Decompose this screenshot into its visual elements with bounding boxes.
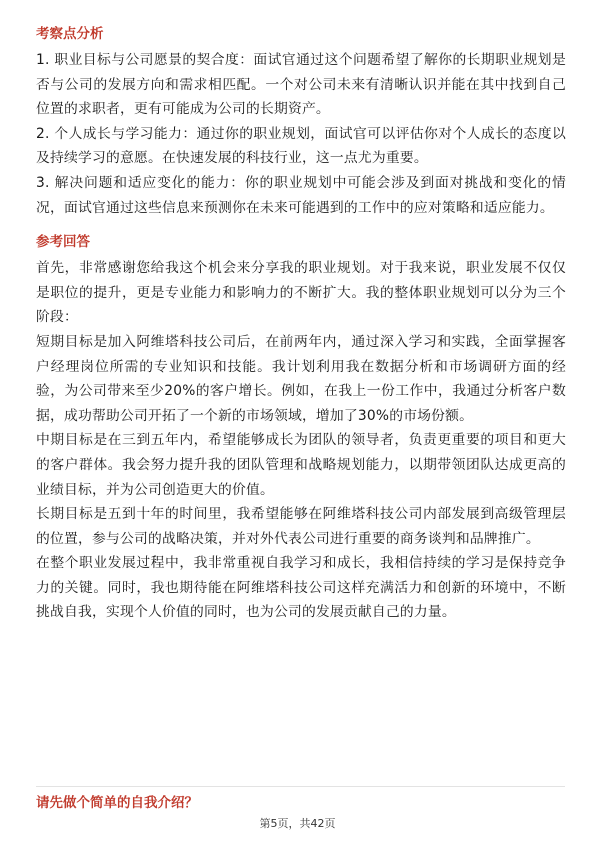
- answer-paragraph: 中期目标是在三到五年内，希望能够成长为团队的领导者，负责更重要的项目和更大的客户群体。我会努力提升我的团队管理和战略规划能力，以期带领团队达成更高的业绩目标，并为公司创造更大的价值。: [36, 432, 566, 498]
- answer-body: [36, 256, 566, 625]
- answer-heading: 参考回答: [36, 234, 90, 251]
- next-question-heading: 请先做个简单的自我介绍？: [36, 795, 198, 811]
- page-content: [36, 24, 566, 625]
- analysis-heading: 考察点分析: [36, 26, 104, 42]
- answer-paragraph: 短期目标是加入阿维塔科技公司后，在前两年内，通过深入学习和实践，全面掌握客户经理岗位所需的专业知识和技能。我计划利用我在数据分析和市场调研方面的经验，为公司带来至少20%的客户增长。例如，在我上一份工作中，我通过分析客户数据，成功帮助公司开拓了一个新的市场领域，增加了30%的市场份额。: [36, 333, 566, 424]
- answer-paragraph: 在整个职业发展过程中，我非常重视自我学习和成长，我相信持续的学习是保持竞争力的关键。同时，我也期待能在阿维塔科技公司这样充满活力和创新的环境中，不断挑战自我，实现个人价值的同时，也为公司的发展贡献自己的力量。: [36, 555, 566, 621]
- analysis-item: 3. 解决问题和适应变化的能力：你的职业规划中可能会涉及到面对挑战和变化的情况，面试官通过这些信息来预测你在未来可能遇到的工作中的应对策略和适应能力。: [36, 174, 566, 216]
- analysis-item: 2. 个人成长与学习能力：通过你的职业规划，面试官可以评估你对个人成长的态度以及持续学习的意愿。在快速发展的科技行业，这一点尤为重要。: [36, 125, 566, 167]
- analysis-list: [36, 48, 566, 220]
- section-divider: [36, 786, 565, 787]
- answer-paragraph: 长期目标是五到十年的时间里，我希望能够在阿维塔科技公司内部发展到高级管理层的位置，参与公司的战略决策，并对外代表公司进行重要的商务谈判和品牌推广。: [36, 506, 566, 547]
- analysis-item: 1. 职业目标与公司愿景的契合度：面试官通过这个问题希望了解你的长期职业规划是否与公司的发展方向和需求相匹配。一个对公司未来有清晰认识并能在其中找到自己位置的求职者，更有可能成为公司的长期资产。: [36, 52, 566, 118]
- answer-paragraph: 首先，非常感谢您给我这个机会来分享我的职业规划。对于我来说，职业发展不仅仅是职位的提升，更是专业能力和影响力的不断扩大。我的整体职业规划可以分为三个阶段：: [36, 260, 566, 326]
- page-number: 第5页，共42页: [259, 817, 336, 830]
